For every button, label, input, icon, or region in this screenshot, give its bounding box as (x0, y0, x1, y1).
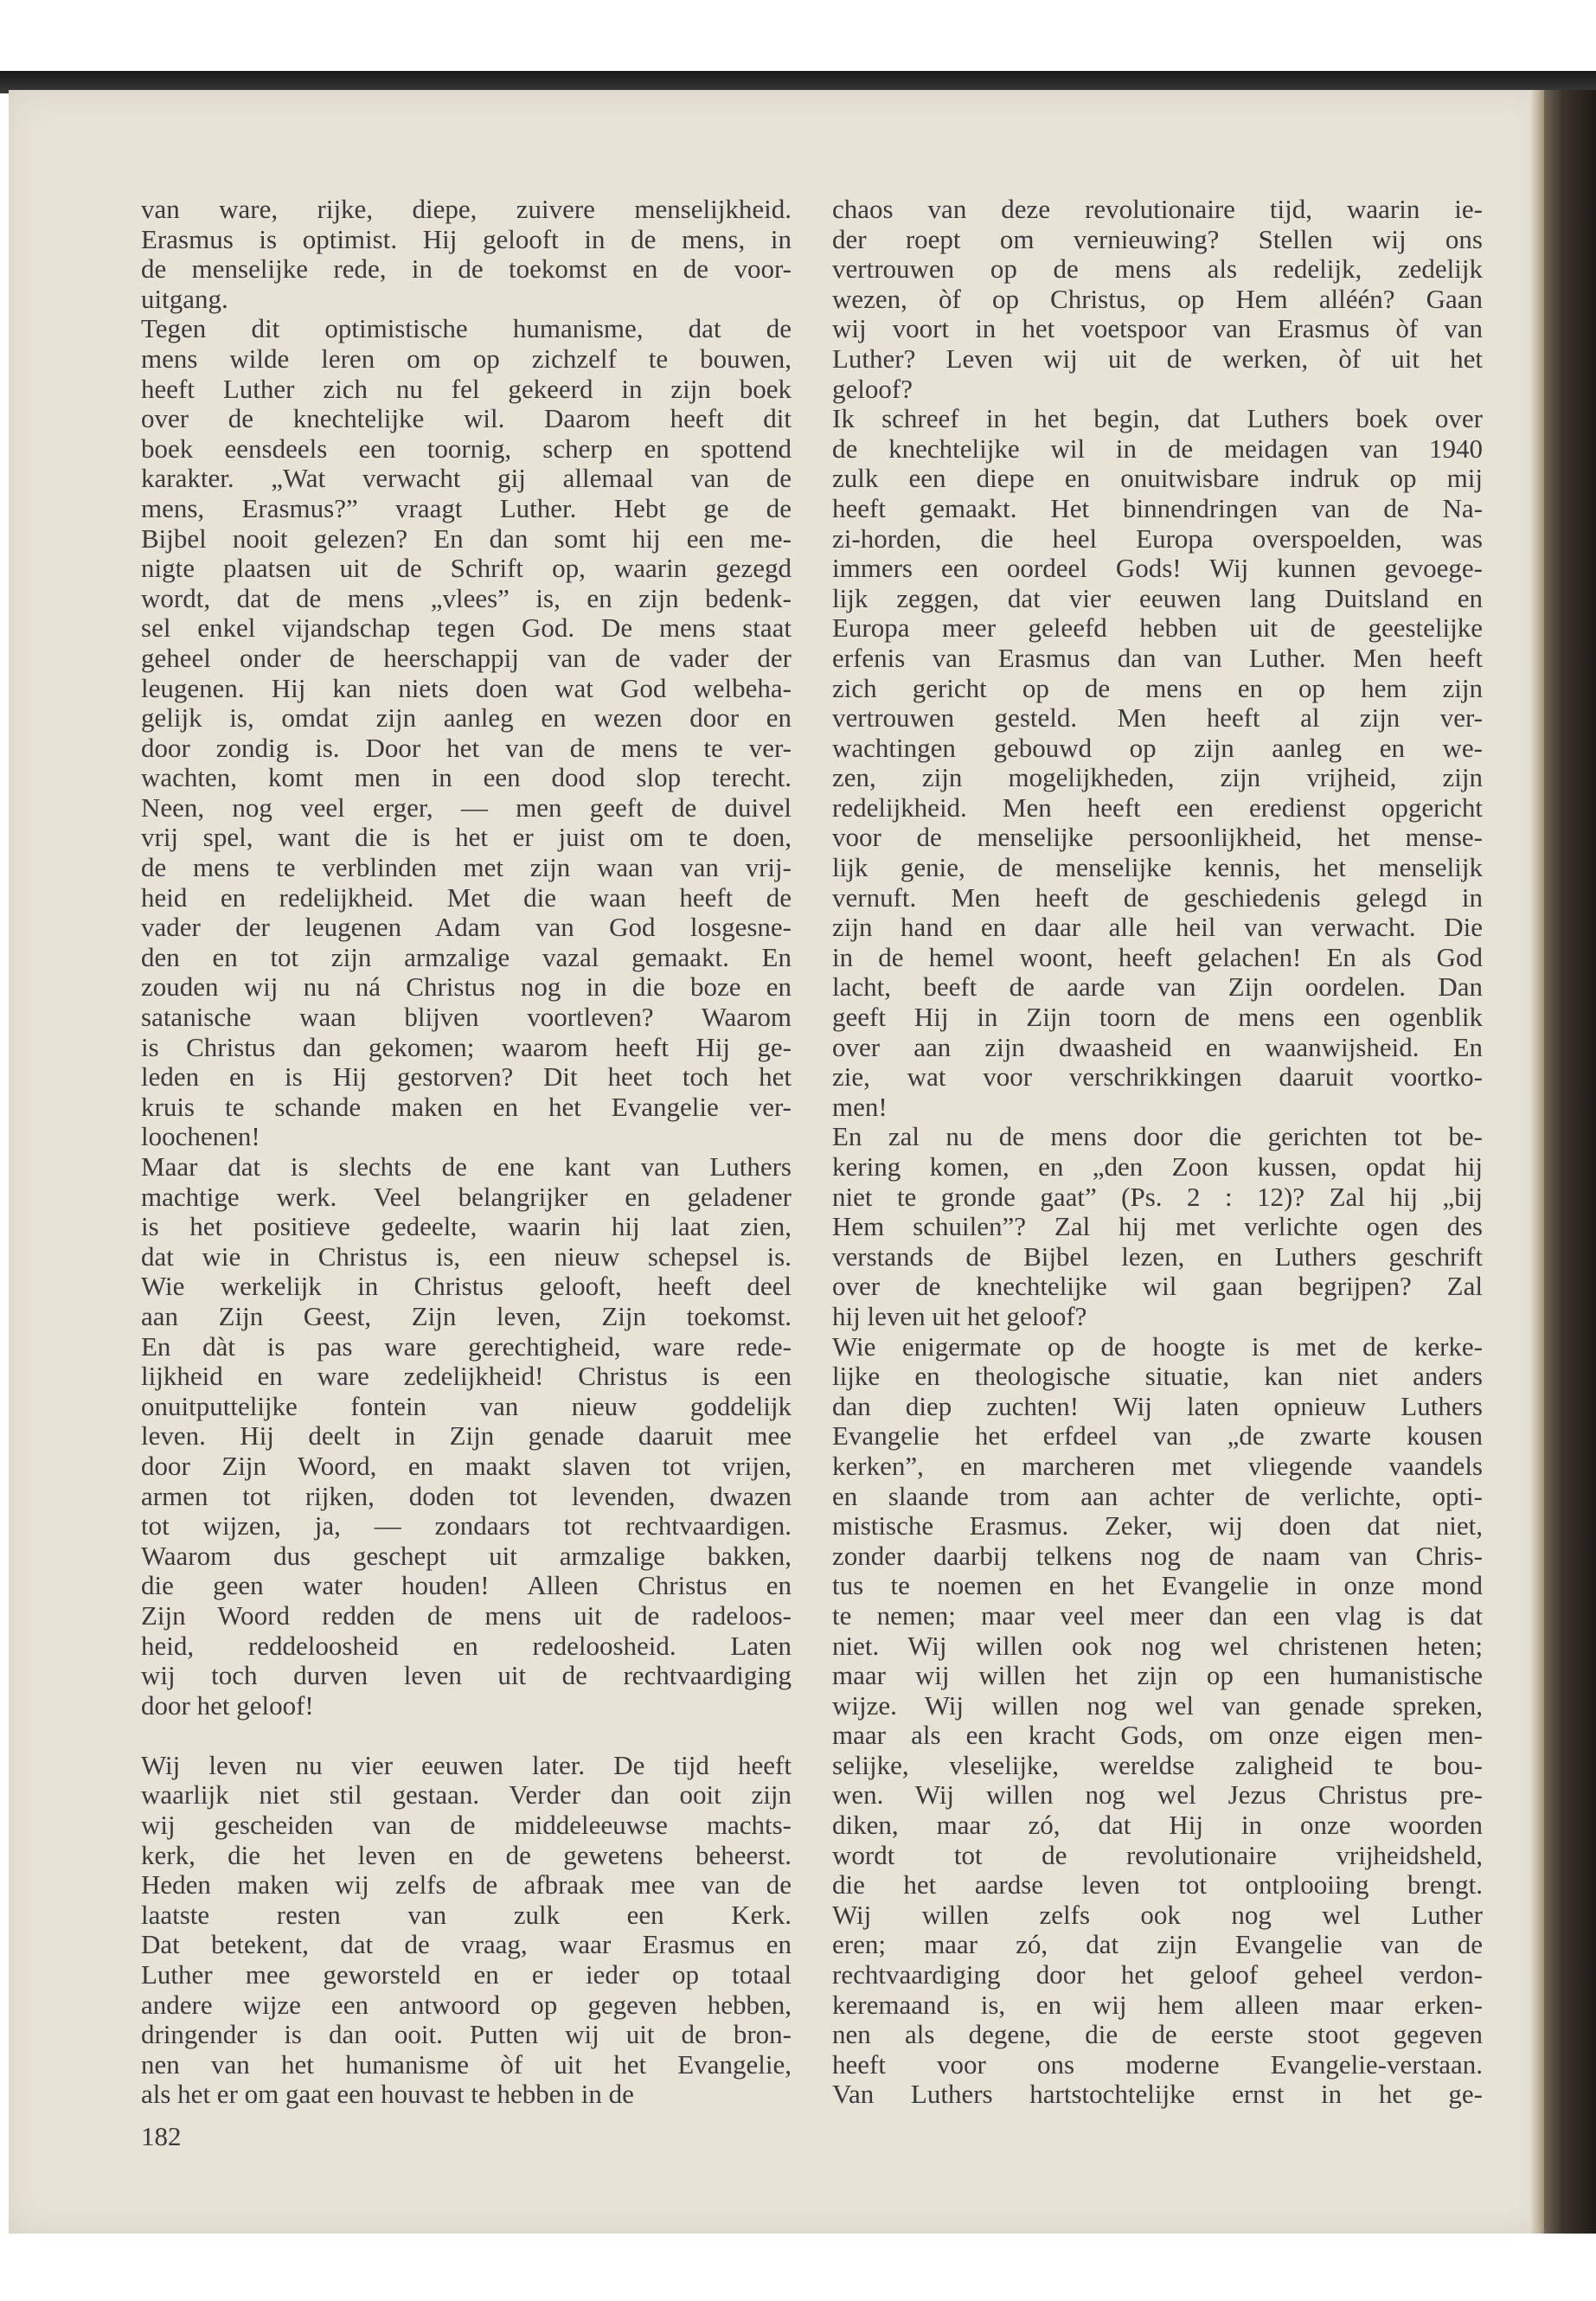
text-line: geeft Hij in Zijn toorn de mens een ogenblik (832, 1002, 1483, 1033)
text-line: van ware, rijke, diepe, zuivere menselijkheid. (141, 194, 792, 224)
text-line: lijke en theologische situatie, kan niet anders (832, 1361, 1483, 1392)
text-line: wij voort in het voetspoor van Erasmus òf van (832, 313, 1483, 344)
text-line: Tegen dit optimistische humanisme, dat de (141, 313, 792, 344)
text-line: gelijk is, omdat zijn aanleg en wezen door en (141, 702, 792, 734)
text-line: maar als een kracht Gods, om onze eigen men- (832, 1720, 1483, 1751)
text-line: zulk een diepe en onuitwisbare indruk op mij (832, 463, 1483, 494)
text-line: Maar dat is slechts de ene kant van Luthers (141, 1151, 792, 1182)
text-line: vertrouwen gesteld. Men heeft al zijn ver- (832, 702, 1483, 734)
text-line: redelijkheid. Men heeft een eredienst opgericht (832, 792, 1483, 823)
text-line: lijk genie, de menselijke kennis, het menselijk (832, 852, 1483, 883)
text-line: immers een oordeel Gods! Wij kunnen gevoege- (832, 553, 1483, 584)
text-line: zonder daarbij telkens nog de naam van Chris- (832, 1540, 1483, 1571)
text-line: lijk zeggen, dat vier eeuwen lang Duitsland en (832, 582, 1483, 613)
text-line: onuitputtelijke fontein van nieuw goddelijk (141, 1390, 792, 1421)
text-line: Heden maken wij zelfs de afbraak mee van de (141, 1869, 792, 1900)
text-line: wachtingen gebouwd op zijn aanleg en we- (832, 732, 1483, 763)
text-line: mistische Erasmus. Zeker, wij doen dat niet, (832, 1510, 1483, 1541)
text-line: En zal nu de mens door die gerichten tot be- (832, 1121, 1483, 1152)
text-line: dat wie in Christus is, een nieuw schepsel is. (141, 1240, 792, 1272)
text-line: vader der leugenen Adam van God losgesne- (141, 912, 792, 943)
right-text-column (832, 195, 1483, 2110)
text-line: kerken”, en marcheren met vliegende vaandels (832, 1450, 1483, 1481)
left-text-column (141, 195, 792, 2110)
text-line: zen, zijn mogelijkheden, zijn vrijheid, zijn (832, 762, 1483, 793)
text-line: wachten, komt men in een dood slop terecht. (141, 762, 792, 793)
text-line: de mens te verblinden met zijn waan van vrij- (141, 852, 792, 883)
text-line: Europa meer geleefd hebben uit de geestelijke (832, 612, 1483, 644)
text-line: Van Luthers hartstochtelijke ernst in het ge- (832, 2079, 1483, 2110)
text-line: nen van het humanisme òf uit het Evangelie, (141, 2048, 792, 2080)
text-line: den en tot zijn armzalige vazal gemaakt. En (141, 941, 792, 972)
text-line: tus te noemen en het Evangelie in onze mond (832, 1570, 1483, 1601)
text-line: dringender is dan ooit. Putten wij uit de bron- (141, 2019, 792, 2050)
text-line: kerk, die het leven en de gewetens beheerst. (141, 1839, 792, 1870)
text-line: te nemen; maar veel meer dan een vlag is dat (832, 1599, 1483, 1631)
text-line: En dàt is pas ware gerechtigheid, ware rede- (141, 1330, 792, 1362)
text-line: diken, maar zó, dat Hij in onze woorden (832, 1810, 1483, 1841)
text-line: boek eensdeels een toornig, scherp en spottend (141, 433, 792, 464)
text-line: vrij spel, want die is het er juist om te doen, (141, 822, 792, 853)
text-line: heeft gemaakt. Het binnendringen van de Na- (832, 492, 1483, 523)
text-line: wordt, dat de mens „vlees” is, en zijn bedenk- (141, 582, 792, 613)
text-line: machtige werk. Veel belangrijker en geladener (141, 1181, 792, 1212)
text-line: over de knechtelijke wil gaan begrijpen? Zal (832, 1271, 1483, 1302)
text-line: leden en is Hij gestorven? Dit heet toch het (141, 1061, 792, 1093)
text-line: Neen, nog veel erger, — men geeft de duivel (141, 792, 792, 823)
text-line: over de knechtelijke wil. Daarom heeft dit (141, 403, 792, 434)
text-line: karakter. „Wat verwacht gij allemaal van de (141, 463, 792, 494)
text-line: zich gericht op de mens en op hem zijn (832, 672, 1483, 703)
text-line: is het positieve gedeelte, waarin hij laat zien, (141, 1211, 792, 1242)
text-line: niet te gronde gaat” (Ps. 2 : 12)? Zal hij „bij (832, 1181, 1483, 1212)
text-line: sel enkel vijandschap tegen God. De mens staat (141, 612, 792, 644)
text-line: nen als degene, die de eerste stoot gegeven (832, 2019, 1483, 2050)
text-line: niet. Wij willen ook nog wel christenen heten; (832, 1630, 1483, 1661)
text-line: dan diep zuchten! Wij laten opnieuw Luthers (832, 1390, 1483, 1421)
text-line: zijn hand en daar alle heil van verwacht. Die (832, 912, 1483, 943)
text-line: Evangelie het erfdeel van „de zwarte kousen (832, 1420, 1483, 1452)
text-line: wij toch durven leven uit de rechtvaardiging (141, 1660, 792, 1691)
text-line: heid, reddeloosheid en redeloosheid. Laten (141, 1630, 792, 1661)
text-line: erfenis van Erasmus dan van Luther. Men heeft (832, 642, 1483, 673)
text-line: en slaande trom aan achter de verlichte, opti- (832, 1480, 1483, 1511)
text-line: leugenen. Hij kan niets doen wat God welbeha- (141, 672, 792, 703)
text-line: Wie enigermate op de hoogte is met de kerke- (832, 1330, 1483, 1362)
text-line: verstands de Bijbel lezen, en Luthers geschrift (832, 1240, 1483, 1272)
text-line: door het geloof! (141, 1689, 314, 1721)
text-line: geloof? (832, 373, 913, 404)
text-line: loochenen! (141, 1121, 260, 1152)
text-line: eren; maar zó, dat zijn Evangelie van de (832, 1929, 1483, 1960)
text-line: zi-horden, die heel Europa overspoelden, was (832, 522, 1483, 554)
text-line: Dat betekent, dat de vraag, waar Erasmus en (141, 1929, 792, 1960)
text-line: door zondig is. Door het van de mens te ver- (141, 732, 792, 763)
text-line: de knechtelijke wil in de meidagen van 1940 (832, 433, 1483, 464)
text-line: Zijn Woord redden de mens uit de radeloos- (141, 1599, 792, 1631)
text-line: wijze. Wij willen nog wel van genade spreken, (832, 1689, 1483, 1721)
text-line: mens, Erasmus?” vraagt Luther. Hebt ge de (141, 492, 792, 523)
text-line: wij gescheiden van de middeleeuwse machts- (141, 1810, 792, 1841)
text-line: Wij willen zelfs ook nog wel Luther (832, 1899, 1483, 1930)
text-line: rechtvaardiging door het geloof geheel verdon- (832, 1959, 1483, 1990)
text-line: voor de menselijke persoonlijkheid, het mense- (832, 822, 1483, 853)
text-line: kruis te schande maken en het Evangelie ver- (141, 1091, 792, 1122)
text-line: Wij leven nu vier eeuwen later. De tijd heeft (141, 1749, 792, 1780)
text-line: nigte plaatsen uit de Schrift op, waarin gezegd (141, 553, 792, 584)
text-line: laatste resten van zulk een Kerk. (141, 1899, 792, 1930)
text-line: door Zijn Woord, en maakt slaven tot vrijen, (141, 1450, 792, 1481)
text-line: Bijbel nooit gelezen? En dan somt hij een me- (141, 522, 792, 554)
text-line: zouden wij nu ná Christus nog in die boze en (141, 971, 792, 1003)
text-line: aan Zijn Geest, Zijn leven, Zijn toekomst. (141, 1300, 792, 1331)
text-line: heid en redelijkheid. Met die waan heeft de (141, 881, 792, 913)
text-line: is Christus dan gekomen; waarom heeft Hij ge- (141, 1031, 792, 1062)
text-line: men! (832, 1091, 888, 1122)
page-number: 182 (141, 2121, 182, 2151)
text-line: lijkheid en ware zedelijkheid! Christus is een (141, 1361, 792, 1392)
text-line: kering komen, en „den Zoon kussen, opdat hij (832, 1151, 1483, 1182)
text-line: vertrouwen op de mens als redelijk, zedelijk (832, 253, 1483, 285)
text-line: Luther mee geworsteld en er ieder op totaal (141, 1959, 792, 1990)
text-line: vernuft. Men heeft de geschiedenis gelegd in (832, 881, 1483, 913)
text-line: maar wij willen het zijn op een humanistische (832, 1660, 1483, 1691)
book-spine (1544, 90, 1596, 2234)
text-line: Waarom dus geschept uit armzalige bakken, (141, 1540, 792, 1571)
text-line: satanische waan blijven voortleven? Waarom (141, 1002, 792, 1033)
text-line: Luther? Leven wij uit de werken, òf uit het (832, 343, 1483, 374)
text-line: zie, wat voor verschrikkingen daaruit voortko- (832, 1061, 1483, 1093)
text-line: lacht, beeft de aarde van Zijn oordelen. Dan (832, 971, 1483, 1003)
text-line: armen tot rijken, doden tot levenden, dwazen (141, 1480, 792, 1511)
text-line: keremaand is, en wij hem alleen maar erken- (832, 1989, 1483, 2020)
text-line: die het aardse leven tot ontplooiing brengt. (832, 1869, 1483, 1900)
text-line: wezen, òf op Christus, op Hem alléén? Gaan (832, 283, 1483, 314)
text-line: der roept om vernieuwing? Stellen wij ons (832, 223, 1483, 254)
text-line: andere wijze een antwoord op gegeven hebben, (141, 1989, 792, 2020)
text-line: wen. Wij willen nog wel Jezus Christus pre- (832, 1779, 1483, 1811)
text-line: hij leven uit het geloof? (832, 1300, 1087, 1331)
text-line: als het er om gaat een houvast te hebben in de (141, 2079, 634, 2110)
text-line: over aan zijn dwaasheid en waanwijsheid. En (832, 1031, 1483, 1062)
text-line: heeft voor ons moderne Evangelie-verstaan. (832, 2048, 1483, 2080)
text-line: Wie werkelijk in Christus gelooft, heeft deel (141, 1271, 792, 1302)
text-line: de menselijke rede, in de toekomst en de voor- (141, 253, 792, 285)
text-line: Erasmus is optimist. Hij gelooft in de mens, in (141, 223, 792, 254)
text-line: geheel onder de heerschappij van de vader der (141, 642, 792, 673)
text-line: heeft Luther zich nu fel gekeerd in zijn boek (141, 373, 792, 404)
text-line: uitgang. (141, 283, 228, 314)
text-line: chaos van deze revolutionaire tijd, waarin ie- (832, 194, 1483, 224)
text-line: Hem schuilen”? Zal hij met verlichte ogen des (832, 1211, 1483, 1242)
text-line: selijke, vleselijke, wereldse zaligheid te bou- (832, 1749, 1483, 1780)
text-line: tot wijzen, ja, — zondaars tot rechtvaardigen. (141, 1510, 792, 1541)
text-line: mens wilde leren om op zichzelf te bouwen, (141, 343, 792, 374)
text-line: Ik schreef in het begin, dat Luthers boek over (832, 403, 1483, 434)
text-line (141, 1721, 792, 1751)
text-line: wordt tot de revolutionaire vrijheidsheld, (832, 1839, 1483, 1870)
text-line: in de hemel woont, heeft gelachen! En als God (832, 941, 1483, 972)
text-line: leven. Hij deelt in Zijn genade daaruit mee (141, 1420, 792, 1452)
text-line: die geen water houden! Alleen Christus en (141, 1570, 792, 1601)
text-line: waarlijk niet stil gestaan. Verder dan ooit zijn (141, 1779, 792, 1811)
